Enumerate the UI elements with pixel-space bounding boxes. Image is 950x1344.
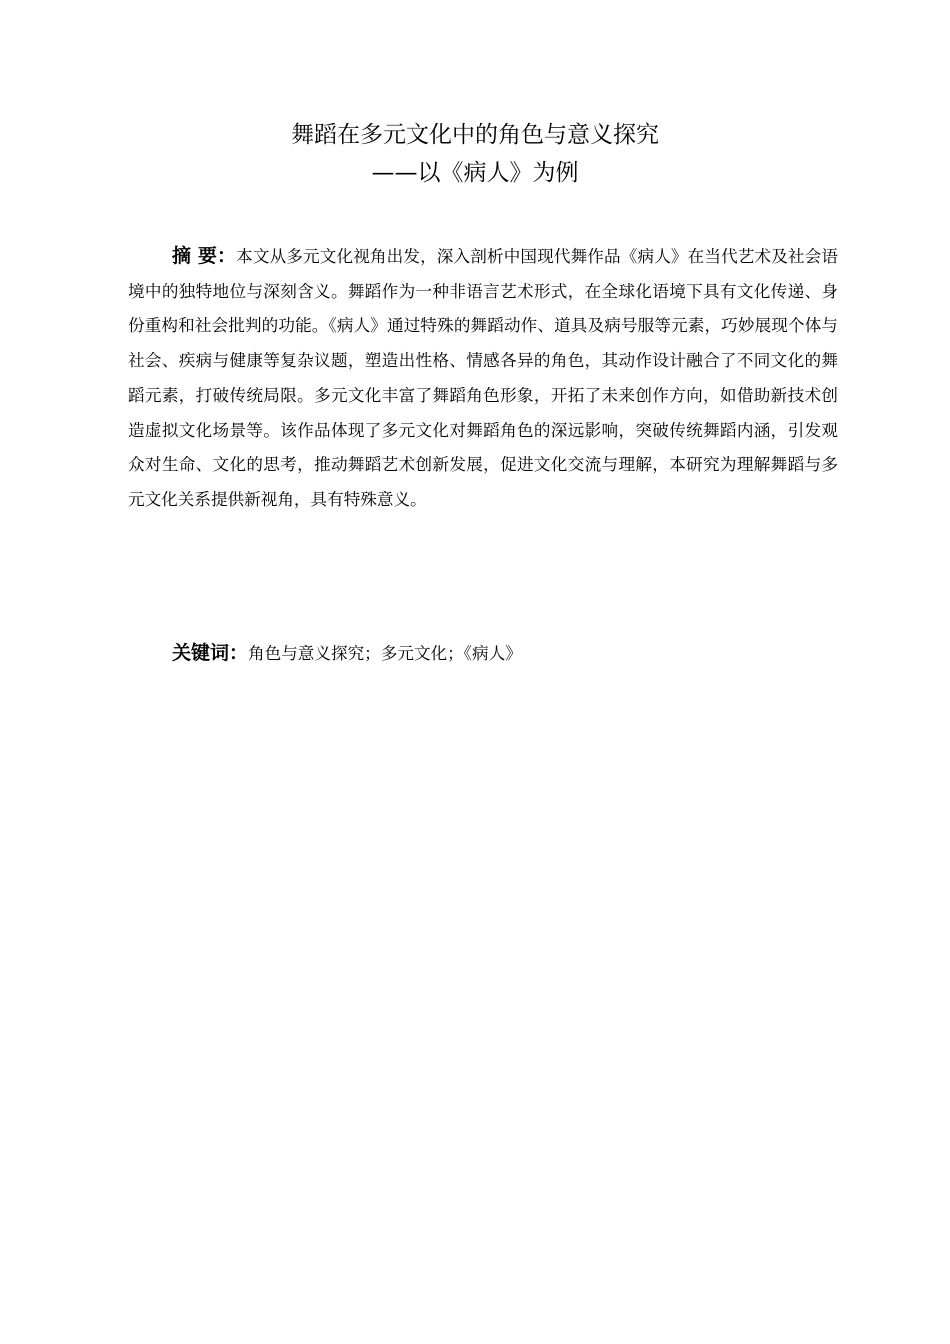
abstract-paragraph [128,239,838,518]
keywords-line [172,636,838,671]
abstract-label: 摘 要： [172,245,237,267]
keywords-text: 角色与意义探究；多元文化；《病人》 [248,644,522,663]
abstract-text: 本文从多元文化视角出发，深入剖析中国现代舞作品《病人》在当代艺术及社会语境中的独特地位与深刻含义。舞蹈作为一种非语言艺术形式，在全球化语境下具有文化传递、身份重构和社会批判的功能。《病人》通过特殊的舞蹈动作、道具及病号服等元素，巧妙展现个体与社会、疾病与健康等复杂议题，塑造出性格、情感各异的角色，其动作设计融合了不同文化的舞蹈元素，打破传统局限。多元文化丰富了舞蹈角色形象，开拓了未来创作方向，如借助新技术创造虚拟文化场景等。该作品体现了多元文化对舞蹈角色的深远影响，突破传统舞蹈内涵，引发观众对生命、文化的思考，推动舞蹈艺术创新发展，促进文化交流与理解，本研究为理解舞蹈与多元文化关系提供新视角，具有特殊意义。 [128,247,839,509]
keywords-label: 关键词： [172,642,249,664]
title-block [0,116,950,192]
document-title: 舞蹈在多元文化中的角色与意义探究 [291,122,659,148]
document-subtitle: ——以《病人》为例 [371,160,579,186]
